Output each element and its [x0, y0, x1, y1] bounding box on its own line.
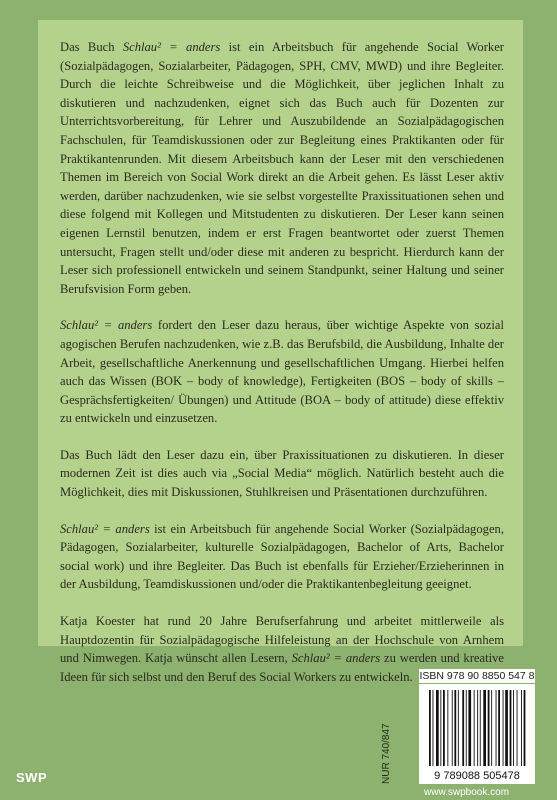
barcode-bar: [454, 690, 456, 766]
barcode-bar: [466, 690, 467, 766]
barcode-bar: [491, 690, 492, 766]
nur-code: NUR 740/847: [381, 723, 392, 784]
barcode-bar: [521, 690, 522, 766]
blurb-paragraph-5: Katja Koester hat rund 20 Jahre Berufserfahrung und arbeitet mittlerweile als Hauptdozentin für Sozialpädagogische Hilfeleistung an der Hochschule von Arnhem und Nimwegen. Katja wünscht allen Lesern, Schlau² = anders zu werden und kreative Ideen für sich selbst und den Beruf des Social Workers zu entwickeln.: [60, 614, 504, 684]
blurb-paragraph-2: Schlau² = anders fordert den Leser dazu heraus, über wichtige Aspekte von sozial agogischen Berufen nachzudenken, wie z.B. das Berufsbild, die Ausbildung, Inhalte der Arbeit, gesellschaftliche Anerkennung und gesellschaftlichen Umgang. Hierbei helfen auch das Wissen (BOK – body of knowledge), Fertigkeiten (BOS – body of skills – Gesprächsfertigkeiten/ Übungen) und Attitude (BOA – body of attitude) diese effektiv zu entwickeln und einzusetzen.: [60, 318, 504, 426]
book-title: Schlau² = anders: [60, 521, 150, 536]
barcode-bar: [452, 690, 453, 766]
barcode-bar: [480, 690, 481, 766]
publisher-logo: SWP: [16, 770, 48, 785]
barcode-bar: [436, 690, 439, 766]
barcode-bar: [447, 690, 448, 766]
barcode-bar: [496, 690, 497, 766]
barcode-bar: [443, 690, 445, 766]
blurb-paragraph-3: Das Buch lädt den Leser dazu ein, über Praxissituationen zu diskutieren. In dieser modernen Zeit ist dies auch via „Social Media“ möglich. Natürlich besteht auch die Möglichkeit, dies mit Diskussionen, Stuhlkreisen und Präsentationen durchzuführen.: [60, 447, 504, 500]
barcode-digits: 9 789088 505478: [434, 770, 520, 782]
barcode-bar: [462, 690, 464, 766]
barcode-bar: [468, 690, 471, 766]
barcode-bar: [483, 690, 486, 766]
barcode-bar: [517, 690, 518, 766]
barcode: [419, 684, 535, 784]
barcode-bars: [419, 684, 535, 784]
publisher-website: www.swpbook.com: [424, 787, 510, 798]
barcode-bar: [524, 690, 526, 766]
book-title: Schlau² = anders: [122, 40, 221, 54]
barcode-bar: [498, 690, 500, 766]
barcode-bar: [433, 690, 434, 766]
book-title: Schlau² = anders: [291, 651, 381, 666]
barcode-bar: [429, 690, 431, 766]
barcode-bar: [474, 690, 475, 766]
barcode-bar: [458, 690, 459, 766]
barcode-bar: [488, 690, 490, 766]
book-title: Schlau² = anders: [60, 318, 153, 333]
barcode-bar: [440, 690, 441, 766]
blurb-paragraph-4: Schlau² = anders ist ein Arbeitsbuch für angehende Social Worker (Sozialpädagogen, Pädagogen, Sozialarbeiter, kulturelle Sozialpädagogen, Bachelor of Arts, Bachelor social work) und ihre Begleiter. Das Buch ist ebenfalls für Erzieher/Erzieherinnen in der Ausbildung, Teamdiskussionen und/oder die Praktikantenbegleitung geeignet.: [60, 521, 504, 592]
barcode-bar: [477, 690, 478, 766]
barcode-bar: [503, 690, 504, 766]
barcode-bar: [510, 690, 512, 766]
blurb-paragraph-1: Das Buch Schlau² = anders ist ein Arbeitsbuch für angehende Social Worker (Sozialpädagogen, Sozialarbeiter, Pädagogen, SPH, CMV, MWD) und ihre Begleiter. Durch die leichte Schreibweise und die Möglichkeit, über jeglichen Inhalt zu diskutieren und nachzudenken, eignet sich das Buch auch für Dozenten zur Unterrichtsvorbereitung, für Lehrer und Auszubildende an Sozialpädagogischen Fachschulen, für Teamdiskussionen oder zur Begleitung eines Praktikanten oder für Praktikantenrunden. Mit diesem Arbeitsbuch kann der Leser mit den verschiedenen Themen im Bereich von Social Work direkt an die Arbeit gehen. Es lässt Leser aktiv werden, darüber nachzudenken, wie sie selbst vorgestellte Praxissituationen sehen und diese folgend mit Kollegen und Mitstudenten zu diskutieren. Der Leser kann seinen eigenen Lernstil benutzen, indem er erst Fragen beantwortet oder zuerst Themen untersucht, Fragen stellt und/oder diese mit anderen zu bespricht. Hierdurch kann der Leser sich professionell entwickeln und seinem Standpunkt, seiner Haltung und seiner Berufsvision Form geben.: [60, 40, 504, 296]
isbn-label: ISBN 978 90 8850 547 8: [419, 670, 535, 682]
barcode-bar: [513, 690, 514, 766]
barcode-bar: [505, 690, 508, 766]
